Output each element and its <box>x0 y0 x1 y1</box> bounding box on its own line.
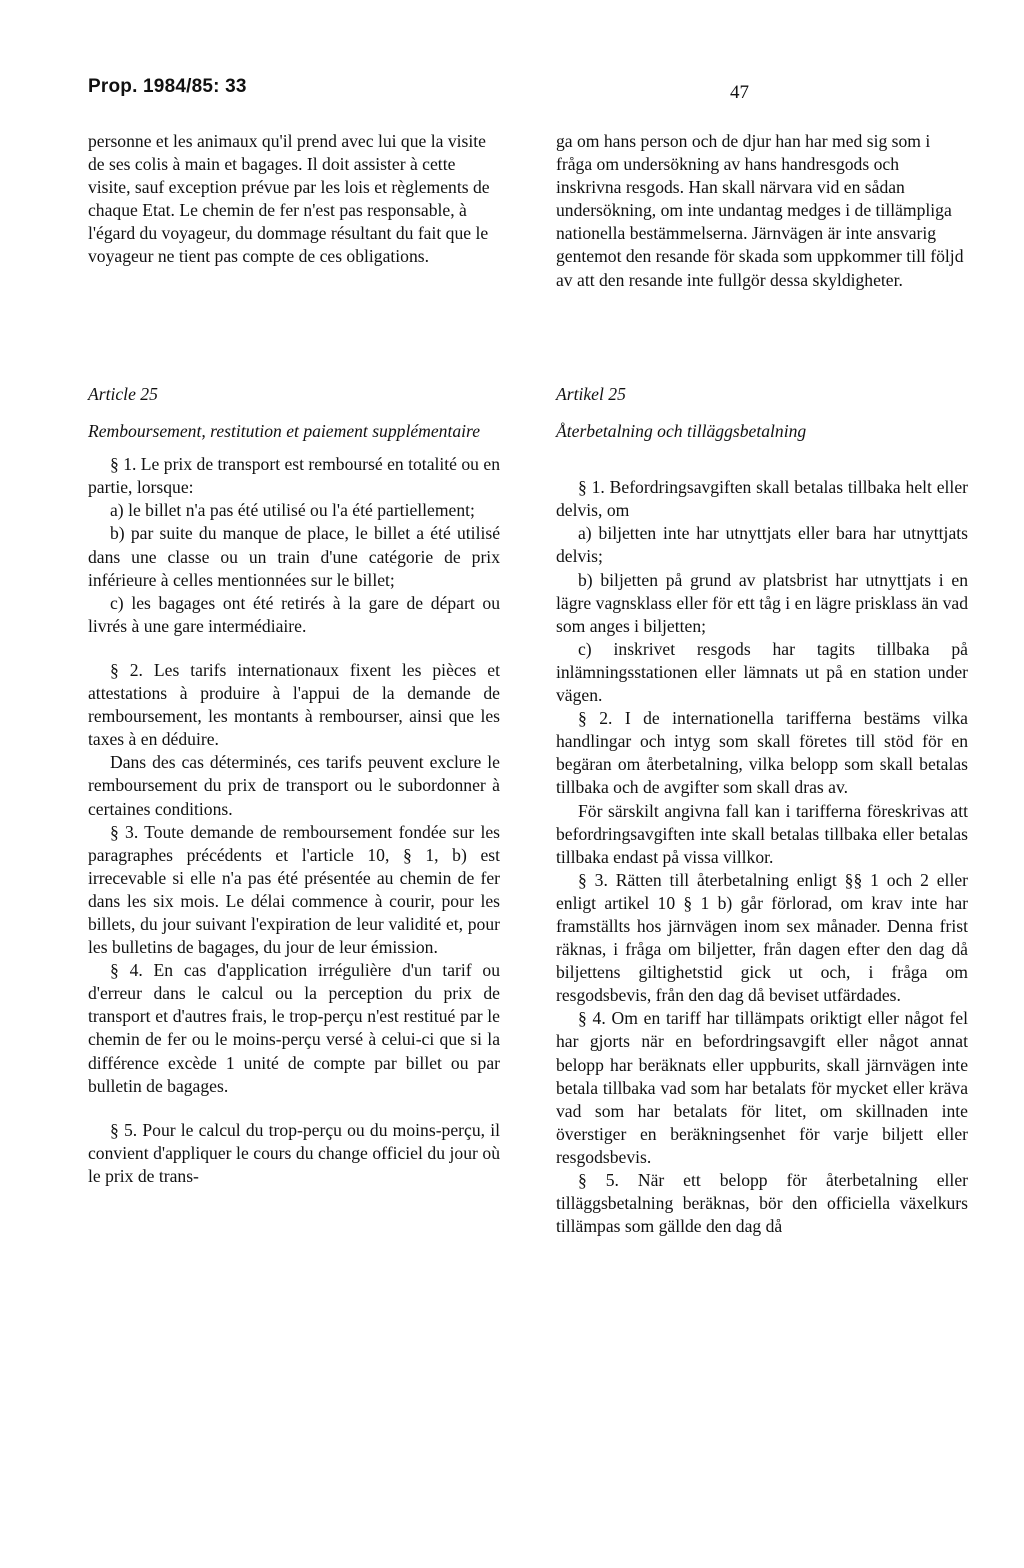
swedish-paragraph-5: § 5. När ett belopp för återbetalning eller tilläggsbetalning beräknas, bör den officiella växelkurs tillämpas som gällde den dag då <box>556 1170 968 1237</box>
french-paragraph-4: § 4. En cas d'application irrégulière d'un tarif ou d'erreur dans le calcul ou la perception du prix de transport et d'autres frais, le trop-perçu n'est restitué par le chemin de fer ou le moins-perçu versé à celui-ci que si la différence excède 1 unité de compte par billet ou par bulletin de bagages. <box>88 960 500 1096</box>
swedish-intro-block <box>556 130 968 292</box>
french-paragraph-1-b: b) par suite du manque de place, le billet a été utilisé dans une classe ou un train d'une catégorie de prix inférieure à celles mentionnées sur le billet; <box>88 523 500 590</box>
swedish-paragraph-1-c: c) inskrivet resgods har tagits tillbaka på inlämningsstationen eller lämnats ut på en station under vägen. <box>556 638 968 706</box>
swedish-paragraph-2-b: För särskilt angivna fall kan i tarifferna föreskrivas att befordringsavgiften inte skall betalas tillbaka eller betalas tillbaka endast på vissa villkor. <box>556 800 968 867</box>
swedish-article-label: Artikel 25 <box>556 384 626 404</box>
swedish-paragraph-2: § 2. I de internationella tarifferna bestäms vilka handlingar och intyg som skall företes till stöd för en begäran om återbetalning, vilka belopp som skall betalas tillbaka och de avgifter som skall dras av. <box>556 708 968 798</box>
swedish-paragraph-1-intro: § 1. Befordringsavgiften skall betalas tillbaka helt eller delvis, om <box>556 477 968 521</box>
running-title: Prop. 1984/85: 33 <box>88 76 247 97</box>
swedish-intro-paragraph: ga om hans person och de djur han har med sig som i fråga om undersökning av hans handresgods och inskrivna resgods. Han skall närvara vid en sådan undersökning, om inte undantag medges i de tillämpliga nationella bestämmelserna. Järnvägen är inte ansvarig gentemot den resande för skada som uppkommer till följd av att den resande inte fullgör dessa skyldigheter. <box>556 131 964 290</box>
french-intro-block <box>88 130 500 269</box>
french-paragraph-1-intro: § 1. Le prix de transport est remboursé en totalité ou en partie, lorsque: <box>88 454 500 498</box>
french-paragraph-5: § 5. Pour le calcul du trop-perçu ou du moins-perçu, il convient d'appliquer le cours du change officiel du jour où le prix de trans- <box>88 1119 500 1186</box>
swedish-paragraph-4: § 4. Om en tariff har tillämpats oriktigt eller något fel har gjorts när en befordringsavgift eller något annat belopp har beräknats eller uppburits, skall järnvägen inte betala tillbaka vad som har betalats för mycket eller kräva vad som har betalats för litet, om skillnaden inte överstiger en beräkningsenhet för varje biljett eller resgodsbevis. <box>556 1008 968 1167</box>
french-article-block <box>88 383 500 1188</box>
french-paragraph-2: § 2. Les tarifs internationaux fixent les pièces et attestations à produire à l'appui de la demande de remboursement, les montants à rembourser, ainsi que les taxes à en déduire. <box>88 659 500 750</box>
swedish-article-block <box>556 383 968 1238</box>
french-paragraph-1-c: c) les bagages ont été retirés à la gare de départ ou livrés à une gare intermédiaire. <box>88 592 500 636</box>
french-paragraph-2-b: Dans des cas déterminés, ces tarifs peuvent exclure le remboursement du prix de transport ou le subordonner à certaines conditions. <box>88 752 500 819</box>
french-article-label: Article 25 <box>88 384 158 404</box>
swedish-paragraph-1-b: b) biljetten på grund av platsbrist har utnyttjats i en lägre vagnsklass eller för ett tåg i en lägre prisklass än vad som anges i biljetten; <box>556 569 968 636</box>
french-article-title: Remboursement, restitution et paiement supplémentaire <box>88 421 481 442</box>
swedish-article-title: Återbetalning och tilläggsbetalning <box>556 421 807 442</box>
swedish-paragraph-1-a: a) biljetten inte har utnyttjats eller bara har utnyttjats delvis; <box>556 523 968 567</box>
french-intro-paragraph: personne et les animaux qu'il prend avec lui que la visite de ses colis à main et bagages. Il doit assister à cette visite, sauf exception prévue par les lois et règlements de chaque Etat. Le chemin de fer n'est pas responsable, à l'égard du voyageur, du dommage résultant du fait que le voyageur ne tient pas compte de ces obligations. <box>88 131 490 267</box>
french-paragraph-3: § 3. Toute demande de remboursement fondée sur les paragraphes précédents et l'article 10, § 1, b) est irrecevable si elle n'a pas été présentée au chemin de fer dans les six mois. Le délai commence à courir, pour les billets, du jour suivant l'expiration de leur validité et, pour les bulletins de bagages, du jour de leur émission. <box>88 821 500 958</box>
page-number: 47 <box>730 82 749 103</box>
swedish-paragraph-3: § 3. Rätten till återbetalning enligt §§ 1 och 2 eller enligt artikel 10 § 1 b) går förlorad, om krav inte har framställts hos järnvägen inom sex månader. Denna frist räknas, i fråga om biljetter, från dagen efter den dag då biljettens giltighetstid gick ut och, i fråga om resgodsbevis, från den dag då beviset utfärdades. <box>556 869 968 1006</box>
french-paragraph-1-a: a) le billet n'a pas été utilisé ou l'a été partiellement; <box>110 500 475 521</box>
